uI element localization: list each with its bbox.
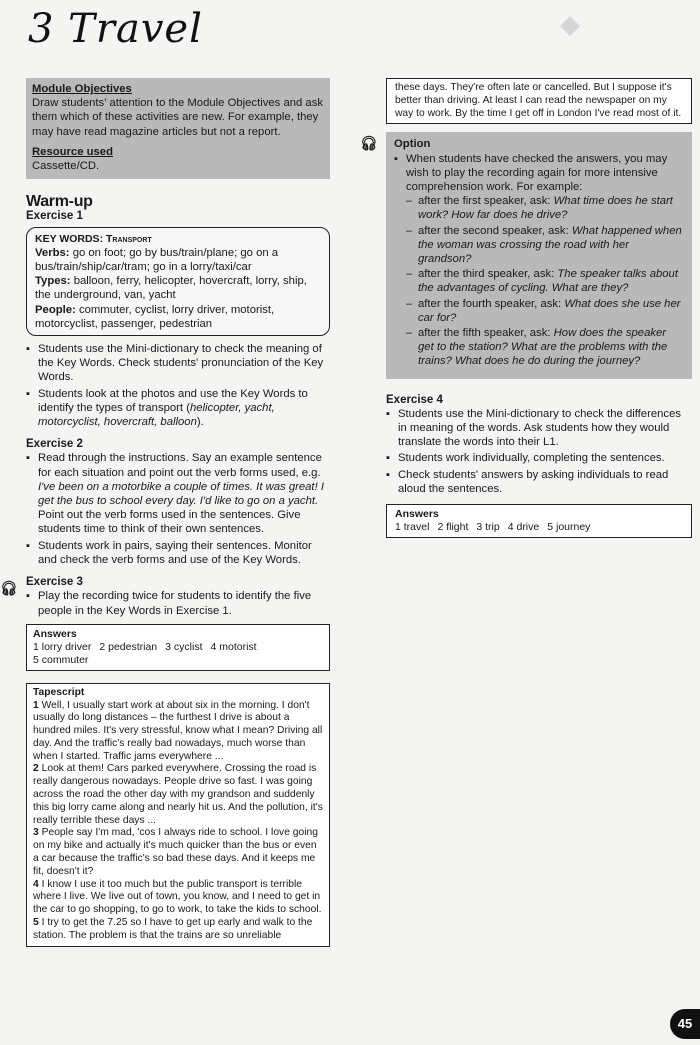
question-lead: after the fifth speaker, ask:	[418, 327, 551, 340]
answer-item: 3 cyclist	[165, 640, 203, 653]
list-item	[406, 194, 684, 222]
tapescript-item	[33, 700, 323, 764]
question-text: What time does he start work? How far does he drive?	[418, 195, 673, 222]
resource-text: Cassette/CD.	[32, 160, 100, 173]
tapescript-item	[33, 917, 323, 943]
question-text: What does she use her car for?	[418, 297, 681, 324]
page-title: 3 Travel	[28, 6, 203, 52]
question-text: The speaker talks about the advantages of cycling. What are they?	[418, 268, 678, 295]
question-text: What happened when the woman was crossing the road with her grandson?	[418, 224, 682, 266]
tapescript-item	[33, 879, 323, 917]
key-words-box	[26, 227, 330, 336]
answer-item: 1 travel	[395, 521, 430, 534]
list-item	[406, 267, 684, 295]
list-item: ▪ Students use the Mini-dictionary to check the differences in meaning of the words. Ask students how they would translate the words into their L1.	[386, 407, 692, 450]
answer-item: 4 motorist	[210, 640, 257, 653]
list-item	[26, 387, 330, 430]
tapescript-item	[33, 827, 323, 878]
speaker-number: 5	[33, 917, 39, 929]
bullet-italic: helicopter, yacht, motorcyclist, hovercraft, balloon	[38, 401, 275, 429]
list-item: ▪ Students work individually, completing the sentences.	[386, 451, 692, 465]
speaker-text: Well, I usually start work at about six in the morning. I don't usually do long distances – the furthest I drive is about a hundred miles. It's very stressful, know what I mean? Driving all day. And the traffic's really bad nowadays, much worse than when I started. Traffic jams everywhere ...	[33, 699, 323, 762]
answers-heading: Answers	[395, 508, 439, 521]
list-item	[406, 297, 684, 325]
answer-item: 4 drive	[507, 521, 540, 534]
key-words-title	[35, 232, 321, 246]
list-item	[406, 224, 684, 267]
bullet-text: Students look at the photos and use the Key Words to identify the types of transport (	[38, 387, 308, 414]
option-bullets	[394, 152, 684, 369]
list-item	[26, 451, 330, 536]
exercise4-heading: Exercise 4	[386, 393, 443, 406]
option-box	[386, 132, 692, 378]
exercise4-answers-box	[386, 504, 692, 538]
question-lead: after the second speaker, ask:	[418, 224, 569, 237]
question-lead: after the third speaker, ask:	[418, 268, 555, 281]
question-text: How does the speaker get to the station? What are the problems with the trains? What does he do during the journey?	[418, 327, 668, 368]
key-words-people	[35, 303, 321, 331]
key-words-label: KEY WORDS:	[35, 232, 104, 245]
warmup-heading: Warm-up	[26, 193, 93, 211]
people-list: commuter, cyclist, lorry driver, motorist, motorcyclist, passenger, pedestrian	[35, 303, 275, 330]
exercise3-bullets	[26, 589, 330, 617]
exercise3-section	[0, 575, 330, 597]
people-label: People:	[35, 303, 76, 316]
option-section	[360, 132, 692, 378]
answer-item: 5 commuter	[33, 653, 89, 666]
exercise2-bullets	[26, 451, 330, 567]
module-objectives-box	[26, 78, 330, 179]
types-list: balloon, ferry, helicopter, hovercraft, lorry, ship, the underground, van, yacht	[35, 275, 307, 302]
module-objectives-heading: Module Objectives	[32, 83, 132, 95]
speaker-number: 2	[33, 763, 39, 775]
types-label: Types:	[35, 275, 71, 288]
exercise2-heading: Exercise 2	[26, 438, 83, 451]
speaker-text: I know I use it too much but the public transport is terrible where I live. We live out of town, you know, and I need to get in the car to go shopping, to go to work, to take the kids to school.	[33, 878, 322, 916]
bleed-through-heading: ◆	[560, 10, 580, 40]
answer-item: 1 lorry driver	[33, 640, 92, 653]
option-questions	[406, 194, 684, 368]
key-words-topic: Transport	[105, 232, 152, 245]
key-words-verbs	[35, 246, 321, 274]
answer-item: 2 flight	[437, 521, 469, 534]
left-column	[0, 78, 330, 947]
list-item	[394, 152, 684, 369]
speaker-number: 4	[33, 878, 39, 890]
speaker-text: People say I'm mad, 'cos I always ride to school. I love going on my bike and actually it's much quicker than the bus or even a car because the traffic's so bad these days. And it keeps me fit, doesn't it?	[33, 827, 318, 877]
list-item	[406, 326, 684, 369]
list-item: ▪ Check students' answers by asking individuals to read aloud the sentences.	[386, 468, 692, 496]
exercise4-bullets	[386, 407, 692, 496]
tapescript-box	[26, 683, 330, 947]
bullet-italic: I've been on a motorbike a couple of times. It was great! I get the bus to school every day. I'd like to go on a yacht.	[38, 480, 324, 508]
exercise3-heading: Exercise 3	[26, 576, 83, 589]
verbs-label: Verbs:	[35, 246, 70, 259]
exercise1-heading: Exercise 1	[26, 210, 83, 223]
bullet-text: Point out the verb forms used in the sentences. Give students time to think of their own sentences.	[38, 509, 301, 536]
exercise3-answers-box	[26, 624, 330, 671]
speaker-text: I try to get the 7.25 so I have to get up early and walk to the station. The problem is that the trains are so unreliable	[33, 917, 313, 941]
page-number: 45	[670, 1009, 700, 1039]
speaker-number: 1	[33, 699, 39, 711]
tapescript-continued: these days. They're often late or cancelled. But I suppose it's better than driving. At least I can read the newspaper on my way to work. By the time I get off in London I've read most of it.	[395, 82, 682, 119]
list-item: ▪ Play the recording twice for students to identify the five people in the Key Words in Exercise 1.	[26, 589, 330, 617]
answer-item: 3 trip	[476, 521, 500, 534]
right-column	[360, 78, 692, 538]
tapescript-heading: Tapescript	[33, 686, 85, 698]
option-heading: Option	[394, 138, 431, 151]
answers-row	[33, 641, 323, 654]
bullet-text: Read through the instructions. Say an example sentence for each situation and point out the verb forms used, e.g.	[38, 452, 322, 479]
answers-heading: Answers	[33, 627, 77, 640]
module-objectives-text: Draw students' attention to the Module Objectives and ask them which of these activities are new. For example, they may have read magazine articles but not a report.	[32, 97, 324, 138]
resource-heading: Resource used	[32, 145, 113, 158]
bullet-text: ).	[196, 416, 204, 429]
key-words-types	[35, 274, 321, 302]
speaker-text: Look at them! Cars parked everywhere. Crossing the road is really dangerous nowadays. People drive so fast. I was going across the road the other day with my grandson and suddenly this big lorry came along and nearly hit us. And the pollution, it's really terrible these days ...	[33, 763, 323, 826]
headphones-icon: 🎧︎	[360, 135, 378, 152]
answer-item: 2 pedestrian	[99, 640, 158, 653]
list-item: ▪ Students work in pairs, saying their sentences. Monitor and check the verb forms and use of the Key Words.	[26, 539, 330, 567]
verbs-list: go on foot; go by bus/train/plane; go on a bus/train/ship/car/tram; go in a lorry/taxi/car	[35, 246, 279, 274]
tapescript-item	[33, 763, 323, 827]
headphones-icon: 🎧︎	[0, 580, 18, 597]
exercise1-bullets	[26, 342, 330, 429]
question-lead: after the fourth speaker, ask:	[418, 297, 562, 310]
answers-row	[395, 521, 683, 534]
question-lead: after the first speaker, ask:	[418, 195, 551, 208]
option-intro: When students have checked the answers, you may wish to play the recording again for more intensive comprehension work. For example:	[406, 152, 668, 193]
answer-item: 5 journey	[547, 521, 591, 534]
speaker-number: 3	[33, 827, 39, 839]
list-item: ▪ Students use the Mini-dictionary to check the meaning of the Key Words. Check students' pronunciation of the Key Words.	[26, 342, 330, 385]
tapescript-continued-box	[386, 78, 692, 124]
